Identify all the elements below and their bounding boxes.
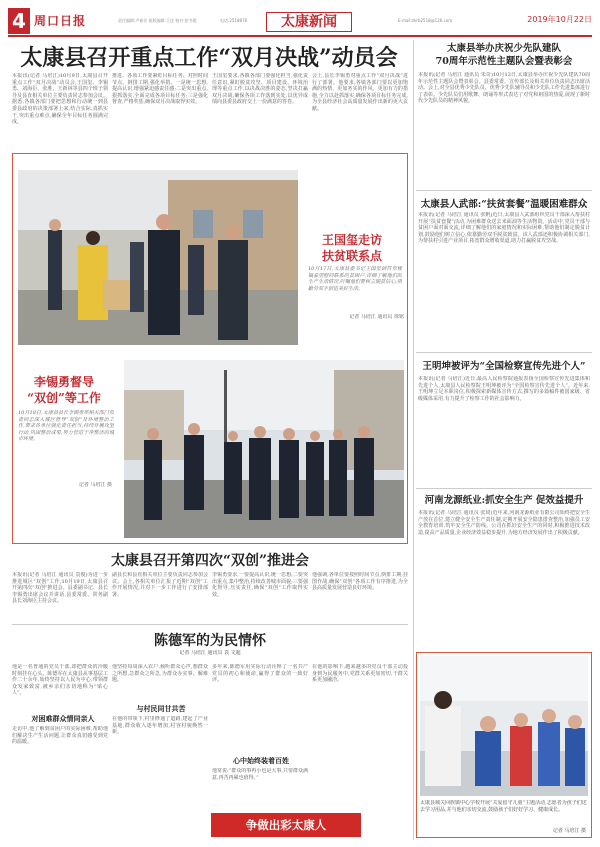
divider (416, 352, 592, 353)
article5-headline: 太康县人武部:“扶贫套餐”温暖困难群众 (420, 199, 588, 210)
article7-body: 本报讯(记者 马培江 通讯员 张琦)近年来,河南龙源纸业有限公司始终把安全生产放在首位,建立健全安全生产责任制,定期开展安全隐患排查整治,加强员工安全教育培训,筑牢安全生产防线。公司在抓好安全生产的同时,积极推进技术改造,提高产品质量,企业经济效益稳步提升,为地方经济发展作出了积极贡献。 (418, 510, 590, 536)
article4-headline-line2: 70周年示范性主题队会暨表彰会 (435, 56, 573, 67)
article3-col-1b: 走访中,他了解到贫困户的实际困难,帮助他们解决生产生活问题,让群众真切感受到党的温暖。 (12, 726, 108, 746)
divider (416, 488, 592, 489)
phone-info: 电话:2518876 (220, 18, 248, 23)
lead-headline: 太康县召开重点工作“双月决战”动员会 (20, 45, 398, 71)
photo-kids-credit: 记者 马培江 摄 (552, 828, 586, 834)
article3-subhead-1: 对困难群众情同亲人 (31, 714, 95, 723)
article2-col-3: 李锡勇要求,一要提高认识,统一思想;二要突出重点,集中整治,持续改善城市面貌;三要强化督导,压实责任,确保“双创”工作取得实效。 (212, 572, 308, 598)
divider (12, 624, 408, 625)
article2-col-2: 副县长和县直相关单位主要负责同志参加会议。会上,各相关单位汇报了近期“双创”工作开展情况,并对下一步工作进行了安排部署。 (112, 572, 208, 598)
photo-inspect-title-line1: 李锡勇督导 (33, 375, 94, 389)
photo-visit-title-line1: 王国玺走访 (321, 233, 382, 247)
photo-kids (420, 656, 588, 796)
column-divider (413, 40, 414, 840)
lead-col-4: 会上,县长李锡勇对重点工作“双月决战”进行了部署。他要求,各镇各部门要以更加饱满的热情、更加务实的作风、更加有力的措施,全力以赴抓落实,确保各项目标任务完成,为全县经济社会高质量发展作出新的更大贡献。 (312, 73, 408, 112)
photo-kids-caption: 太康县城关回族镇中心学校开展“关爱留守儿童”主题活动,志愿者为孩子们送去学习用品,并与他们亲切交流,鼓励孩子们好好学习、健康成长。 (420, 800, 587, 813)
article3-col-2: 他坚持每周深入农户,倾听群众心声,想群众之所想,急群众之所急,为群众办实事、解难题。 (112, 664, 208, 684)
article2-headline: 太康县召开第四次“双创”推进会 (110, 553, 310, 569)
photo-visit-credit: 记者 马培江 通讯员 徐铭 (349, 314, 404, 320)
article3-col-3: 多年来,陈德军用实际行动诠释了一名共产党员的初心和使命,赢得了群众的一致好评。 (212, 664, 308, 684)
photo-visit-title (302, 232, 402, 264)
article3-subhead-3: 心中始终装着百姓 (233, 756, 289, 765)
article3-col-3b: 他常说:“群众的事再小也是大事,只要群众满意,再苦再累也值得。” (212, 768, 308, 781)
photo-inspect-title (14, 374, 114, 406)
email-info: E-mail:zkrb2518@126.com (398, 18, 453, 23)
photo-visit (18, 170, 298, 345)
photo-visit-caption: 10月17日,太康县委书记王国玺到符草楼镇看望慰问联系的贫困户,详细了解他们的生产生活情况,叮嘱他们要树立脱贫信心,用勤劳双手创造美好生活。 (308, 266, 402, 292)
lead-col-3: 王国玺要求,各镇各部门要强化担当,强化责任意识,紧盯脱贫攻坚、项目建设、环境治理等重点工作,以决战决胜的姿态,坚决打赢双月决战,确保各项工作落到实处,以优异成绩向县委县政府交上一份满意的答卷。 (212, 73, 308, 106)
photo-visit-title-line2: 扶贫联系点 (321, 249, 382, 263)
article3-col-1: 他是一名普通的党员干部,却把群众的冷暖时刻挂在心头。陈德军在太康县从事基层工作二十余年,始终坚持以人民为中心,带领群众发家致富,被乡亲们亲切地称为“贴心人”。 (12, 664, 108, 697)
article3-subhead-2: 与村民同甘共苦 (136, 704, 186, 713)
photo-inspect-title-line2: “双创”等工作 (27, 391, 101, 405)
issue-date: 2019年10月22日 (527, 15, 592, 24)
slogan-banner: 争做出彩太康人 (211, 813, 361, 837)
article5-body: 本报讯(记者 马培江 通讯员 张帆)近日,太康县人武部组织党员干部深入帮扶村开展“扶贫套餐”活动,为困难群众送去米面油等生活物资。活动中,党员干部与贫困户面对面交流,详细了解他们的家庭情况和实际困难,帮助他们制定脱贫计划,鼓励他们树立信心,依靠勤劳双手脱贫致富。该人武部还积极协调相关部门,为帮扶村引进产业项目,拓宽群众增收渠道,助力打赢脱贫攻坚战。 (418, 212, 590, 245)
article3-headline: 陈德军的为民情怀 (154, 633, 266, 649)
article7-headline: 河南龙源纸业:抓安全生产 促效益提升 (424, 495, 584, 506)
lead-col-2: 推进、各项工作要紧盯目标任务、对照时间节点、倒排工期,强化举措。一是统一思想,提高认识,增强紧迫感责任感;二是突出重点,狠抓落实,全面完成各项目标任务;三是强化督查,严格奖惩,确保双月决战取得实效。 (112, 73, 208, 106)
article3-byline: 记者 马培江 通讯员 袁 文超 (179, 650, 241, 656)
lead-col-1: 本报讯(记者 马培江)10月9日,太康县召开重点工作“双月决战”动员会,王国玺、李锡勇、刘海臣、张胜、王新林等县四个班子领导及县直相关单位主要负责同志参加会议。据悉,各镇各部门要把思想和行动统一到县委县政府的决策部署上来,结合实际,真抓实干,突出重点难点,确保全年目标任务圆满完成。 (12, 73, 108, 126)
article6-body: 本报讯(记者 马培江)近日,最高人民检察院通报表扬全国检察宣传先进集体和先进个人,太康县人民检察院王明坤被评为“全国检察宣传先进个人”。近年来,王明坤立足本职岗位,积极探索新媒体宣传方式,撰写的多篇稿件被国家级、省级媒体采用,有力提升了检察工作的社会影响力。 (418, 376, 590, 402)
masthead (8, 8, 592, 34)
section-title: 太康新闻 (266, 12, 352, 32)
divider (416, 190, 592, 191)
article2-col-1: 本报讯(记者 马培江 通讯员 袁俊)为进一步推进城区“双创”工作,10月19日,太康县召开第四次“双创”推进会。县委副书记、县长李锡勇出席会议并讲话,县委常委、常务副县长刘海臣主持会议。 (12, 572, 108, 605)
article4-headline (416, 42, 592, 68)
article2-col-4: 他强调,各单位要按照时间节点,倒排工期,挂图作战,确保“双创”各项工作有序推进,为全县高质量发展营造良好环境。 (312, 572, 408, 592)
article3-col-2b: 在他的带领下,村里修通了道路,建起了产业基地,群众收入逐年增加,村容村貌焕然一新。 (112, 716, 208, 736)
photo-inspect-caption: 10月18日,太康县县长李锡勇率相关部门负责同志深入城区督导“双创”及环境整治工作,要求各单位强化责任担当,持续开展攻坚行动,巩固整治成果,努力营造干净整洁的城市环境。 (18, 410, 114, 443)
article3-col-4: 在他的影响下,越来越多的党员干部主动投身到为民服务中,党群关系更加密切,干群关系更加融洽。 (312, 664, 408, 684)
article4-headline-line1: 太康县举办庆祝少先队建队 (446, 43, 561, 54)
page-number: 4 (8, 8, 30, 34)
photo-inspect (124, 360, 404, 538)
article4-body: 本报讯(记者 马培江 通讯员 朱奇)10月13日,太康县举办庆祝少先队建队70周年示范性主题队会暨表彰会。县委常委、宣传部长及相关单位负责同志出席活动。会上,对全县优秀少先队员、优秀少先队辅导员和少先队工作先进集体进行了表彰。少先队员们用歌舞、朗诵等形式表达了对党和祖国的热爱,展现了新时代少先队员的精神风貌。 (418, 72, 590, 105)
photo-inspect-credit: 记者 马培江 摄 (78, 482, 112, 488)
article6-headline: 王明坤被评为“全国检察宣传先进个人” (422, 361, 586, 372)
header-rule (8, 35, 592, 37)
newspaper-logo: 周口日报 (34, 14, 87, 28)
editor-info: 责任编辑:卢新民 排版编辑:王佳 校对:彭书霞 (118, 18, 197, 23)
